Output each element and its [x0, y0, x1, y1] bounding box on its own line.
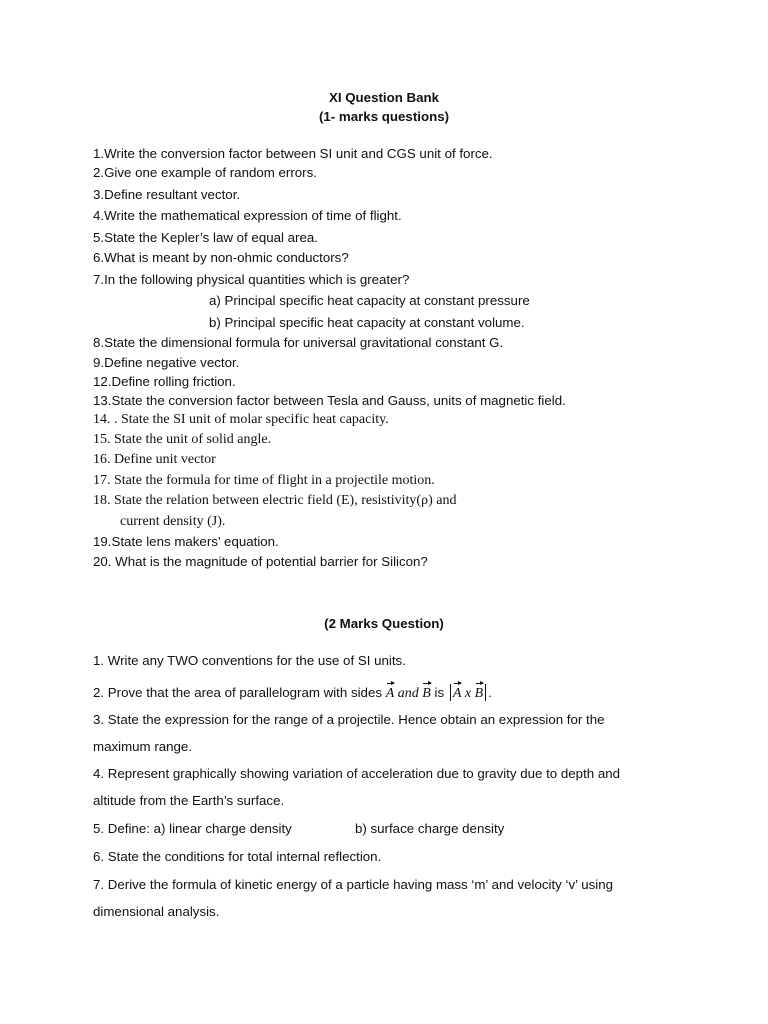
section-heading-one-mark: (1- marks questions): [318, 109, 450, 124]
question-16: 16. Define unit vector: [93, 452, 216, 467]
question-2m-7: 7. Derive the formula of kinetic energy of a particle having mass ‘m’ and velocity ‘v’ using: [93, 877, 614, 892]
question-8: 8.State the dimensional formula for universal gravitational constant G.: [93, 335, 504, 350]
cross-symbol: x: [461, 686, 475, 701]
abs-bar-left: [450, 684, 451, 701]
question-2m-7-continued: dimensional analysis.: [93, 904, 220, 919]
question-2m-4: 4. Represent graphically showing variation of acceleration due to gravity due to depth and: [93, 766, 621, 781]
period: .: [488, 685, 492, 700]
and-word: and: [394, 686, 423, 701]
question-7-option-a: a) Principal specific heat capacity at constant pressure: [209, 293, 530, 308]
question-5: 5.State the Kepler’s law of equal area.: [93, 230, 318, 245]
question-7: 7.In the following physical quantities which is greater?: [93, 272, 410, 287]
question-2m-4-continued: altitude from the Earth’s surface.: [93, 793, 285, 808]
question-18: 18. State the relation between electric field (E), resistivity(ρ) and: [93, 493, 457, 508]
question-2m-6: 6. State the conditions for total internal reflection.: [93, 849, 382, 864]
question-9: 9.Define negative vector.: [93, 355, 240, 370]
question-3: 3.Define resultant vector.: [93, 187, 241, 202]
question-17: 17. State the formula for time of flight in a projectile motion.: [93, 473, 435, 488]
question-15: 15. State the unit of solid angle.: [93, 432, 272, 447]
question-19: 19.State lens makers’ equation.: [93, 534, 279, 549]
question-18-continued: current density (J).: [120, 514, 226, 529]
question-2m-2: [93, 684, 492, 701]
question-2m-5: 5. Define: a) linear charge density: [93, 821, 292, 836]
page-title: XI Question Bank: [328, 90, 440, 105]
vector-b-symbol-abs: B: [474, 686, 484, 701]
question-2m-3-continued: maximum range.: [93, 739, 193, 754]
is-word: is: [430, 685, 448, 700]
question-7-option-b: b) Principal specific heat capacity at constant volume.: [209, 315, 525, 330]
question-1: 1.Write the conversion factor between SI unit and CGS unit of force.: [93, 146, 493, 161]
question-2m-5-part-b: b) surface charge density: [355, 821, 505, 836]
question-4: 4.Write the mathematical expression of time of flight.: [93, 208, 402, 223]
abs-bar-right: [485, 684, 486, 701]
question-13: 13.State the conversion factor between Tesla and Gauss, units of magnetic field.: [93, 393, 566, 408]
question-14: 14. . State the SI unit of molar specific heat capacity.: [93, 412, 389, 427]
vector-b-symbol: B: [422, 686, 431, 701]
vector-a-symbol-abs: A: [452, 686, 462, 701]
question-2m-1: 1. Write any TWO conventions for the use of SI units.: [93, 653, 406, 668]
vector-a-symbol: A: [385, 686, 395, 701]
question-20: 20. What is the magnitude of potential barrier for Silicon?: [93, 554, 428, 569]
question-2: 2.Give one example of random errors.: [93, 165, 317, 180]
question-2m-2-text: 2. Prove that the area of parallelogram with sides: [93, 685, 386, 700]
section-heading-two-mark: (2 Marks Question): [324, 616, 444, 631]
question-6: 6.What is meant by non-ohmic conductors?: [93, 250, 349, 265]
question-12: 12.Define rolling friction.: [93, 374, 236, 389]
question-2m-3: 3. State the expression for the range of a projectile. Hence obtain an expression for the: [93, 712, 605, 727]
